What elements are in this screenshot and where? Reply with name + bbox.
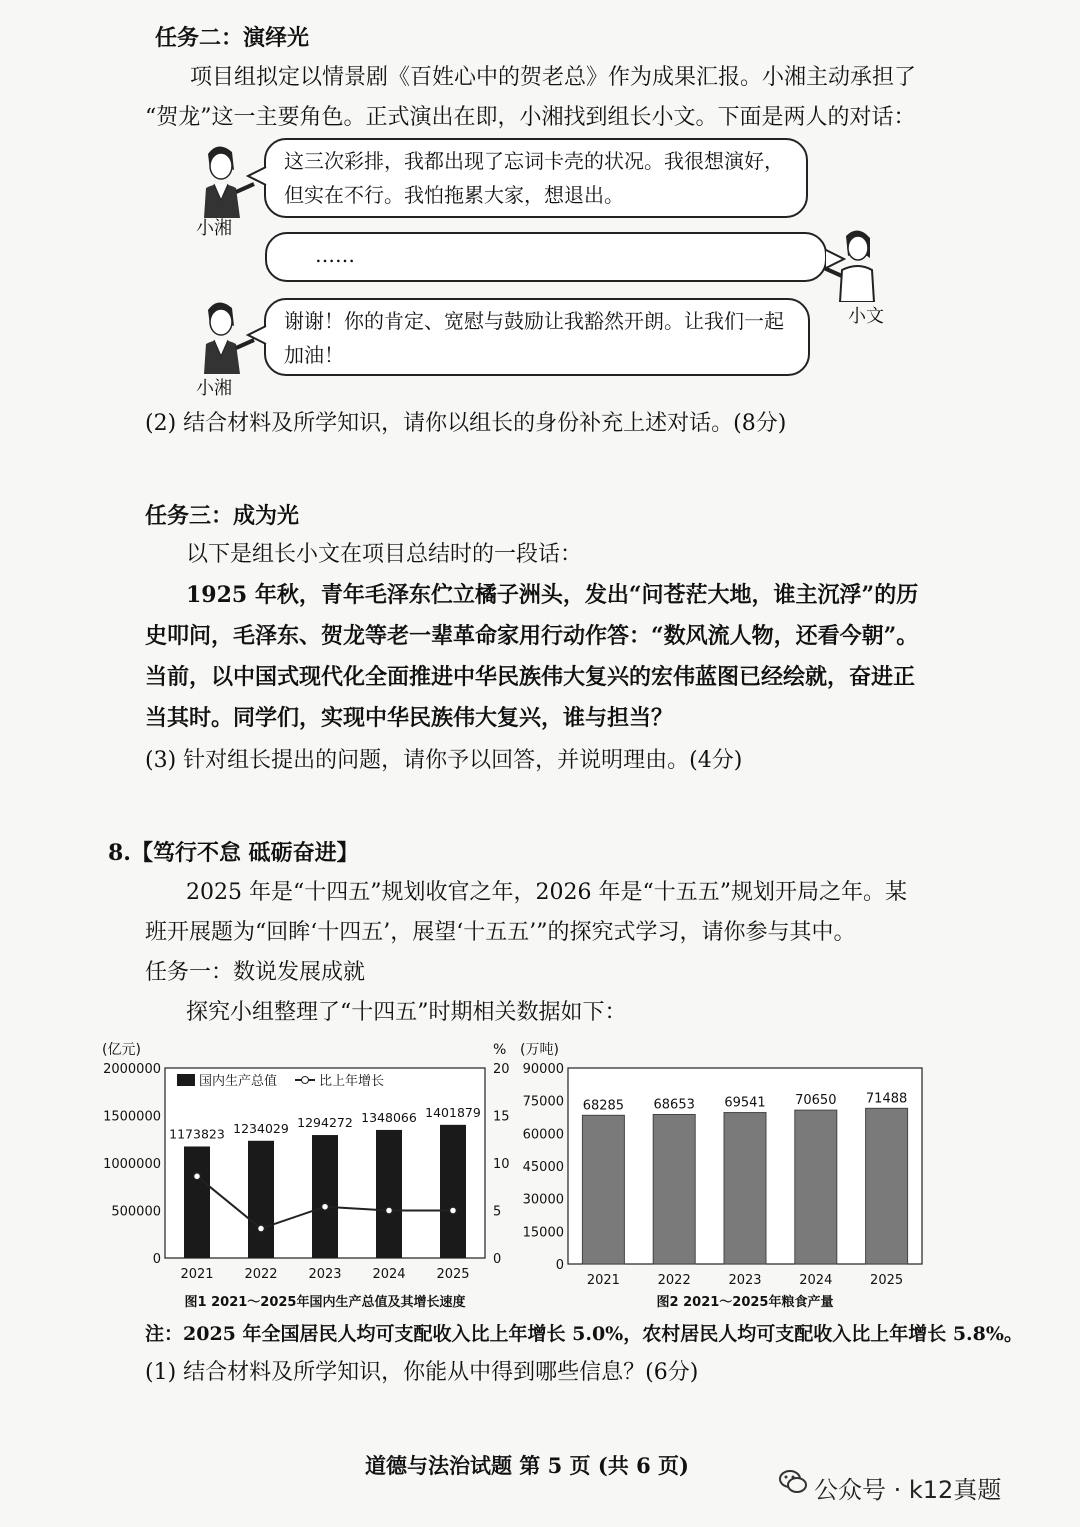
grain-bar [653,1114,695,1264]
y-tick-label: 15000 [522,1225,564,1241]
gdp-data-label: 1294272 [297,1115,353,1131]
x-tick-label: 2022 [244,1267,278,1282]
x-tick-label: 2021 [180,1267,214,1282]
gdp-chart [100,1036,520,1316]
x-tick-label: 2025 [436,1267,470,1282]
y-tick-label: 90000 [522,1062,564,1077]
grain-data-label: 68653 [653,1097,695,1113]
y-axis-label: (万吨) [520,1042,559,1058]
dialogue-text: 谢谢！你的肯定、宽慰与鼓励让我豁然开朗。让我们一起加油！ [284,309,784,367]
legend-label-gdp: 国内生产总值 [199,1074,278,1089]
gdp-data-label: 1401879 [425,1104,481,1120]
q8-intro-line2: 班开展题为“回眸‘十四五’，展望‘十五五’”的探究式学习，请你参与其中。 [145,920,856,945]
bubble-tail [246,165,268,187]
y2-tick-label: 15 [493,1109,510,1125]
grain-bar [724,1113,766,1264]
q8-intro-line1: 2025 年是“十四五”规划收官之年，2026 年是“十五五”规划开局之年。某 [186,880,907,905]
grain-chart [510,1036,940,1316]
gdp-bar [440,1125,466,1258]
gdp-bar [376,1130,402,1258]
y2-tick-label: 0 [493,1252,502,1267]
y-axis-label: (亿元) [102,1042,141,1058]
legend-swatch-growth-point [302,1077,309,1084]
legend-label-growth: 比上年增长 [319,1074,385,1089]
y-tick-label: 500000 [111,1204,161,1220]
x-tick-label: 2025 [870,1273,904,1288]
y-tick-label: 2000000 [103,1062,161,1077]
q8-heading: 8.【笃行不怠 砥砺奋进】 [108,840,359,866]
gdp-bar [184,1146,210,1258]
grain-data-label: 68285 [582,1098,625,1114]
growth-point [194,1173,201,1180]
task3-intro: 以下是组长小文在项目总结时的一段话： [186,542,583,567]
gdp-data-label: 1348066 [361,1109,417,1125]
task2-intro-line1: 项目组拟定以情景剧《百姓心中的贺老总》作为成果汇报。小湘主动承担了 [190,65,917,90]
y-tick-label: 1500000 [103,1109,161,1125]
chart-title: 图1 2021～2025年国内生产总值及其增长速度 [184,1295,466,1310]
y-tick-label: 45000 [522,1160,564,1175]
dialogue-bubble-3 [264,298,810,376]
grain-data-label: 71488 [865,1091,908,1107]
q8-question: (1) 结合材料及所学知识，你能从中得到哪些信息？(6分) [145,1360,699,1385]
gdp-data-label: 1234029 [233,1120,289,1136]
task3-quote: 1925 年秋，青年毛泽东伫立橘子洲头，发出“问苍茫大地，谁主沉浮”的历史叩问，毛泽东、贺龙等老一辈革命家用行动作答：“数风流人物，还看今朝”。当前，以中国式现代化全面推进中华民族伟大复兴的宏伟蓝图已经绘就，奋进正当其时。同学们，实现中华民族伟大复兴，谁与担当？ [145,582,919,731]
growth-point [386,1207,393,1214]
grain-bar [582,1115,624,1264]
dialogue-bubble-1 [264,138,808,218]
y2-tick-label: 10 [493,1157,510,1172]
bubble-tail [246,324,268,346]
x-tick-label: 2023 [728,1273,762,1288]
page-footer: 道德与法治试题 第 5 页 (共 6 页) [365,1453,689,1478]
y2-axis-label: % [493,1042,507,1058]
x-tick-label: 2024 [372,1267,406,1282]
task2-heading: 任务二：演绎光 [155,25,310,51]
x-tick-label: 2022 [657,1273,691,1288]
y-tick-label: 1000000 [103,1157,161,1172]
y-tick-label: 30000 [522,1192,564,1208]
grain-data-label: 70650 [795,1093,837,1109]
task3-heading: 任务三：成为光 [145,503,300,529]
y2-tick-label: 5 [493,1204,502,1220]
x-tick-label: 2023 [308,1267,342,1282]
gdp-bar [312,1135,338,1258]
chart-title: 图2 2021～2025年粮食产量 [656,1295,834,1310]
q8-task1: 任务一：数说发展成就 [145,960,366,985]
watermark: 公众号 · k12真题 [814,1476,1002,1504]
x-tick-label: 2021 [586,1273,620,1288]
y2-tick-label: 20 [493,1062,510,1077]
y-tick-label: 0 [152,1252,161,1267]
y-tick-label: 0 [555,1258,564,1273]
task2-intro-line2: “贺龙”这一主要角色。正式演出在即，小湘找到组长小文。下面是两人的对话： [145,105,916,130]
gdp-data-label: 1173823 [169,1126,225,1142]
growth-point [322,1203,329,1210]
legend-swatch-gdp [177,1074,195,1086]
speaker-label: 小文 [848,306,884,327]
xiaowen-figure-icon [820,224,892,302]
task2-question: (2) 结合材料及所学知识，请你以组长的身份补充上述对话。(8分) [145,411,787,436]
q8-note: 注：2025 年全国居民人均可支配收入比上年增长 5.0%，农村居民人均可支配收入比上年增长 5.8%。 [145,1323,1023,1345]
x-tick-label: 2024 [799,1273,833,1288]
speaker-label: 小湘 [196,218,232,239]
speaker-label: 小湘 [196,378,232,399]
dialogue-bubble-2 [265,232,827,282]
task3-question: (3) 针对组长提出的问题，请你予以回答，并说明理由。(4分) [145,748,743,773]
grain-bar [866,1108,908,1264]
dialogue-text: …… [315,243,355,267]
wechat-icon [778,1467,808,1497]
y-tick-label: 75000 [522,1094,564,1110]
growth-point [258,1225,265,1232]
q8-task1-intro: 探究小组整理了“十四五”时期相关数据如下： [186,1000,627,1025]
dialogue-text: 这三次彩排，我都出现了忘词卡壳的状况。我很想演好，但实在不行。我怕拖累大家，想退出。 [284,149,784,207]
growth-point [450,1207,457,1214]
grain-bar [795,1110,837,1264]
gdp-bar [248,1141,274,1258]
y-tick-label: 60000 [522,1127,564,1143]
grain-data-label: 69541 [724,1095,766,1111]
